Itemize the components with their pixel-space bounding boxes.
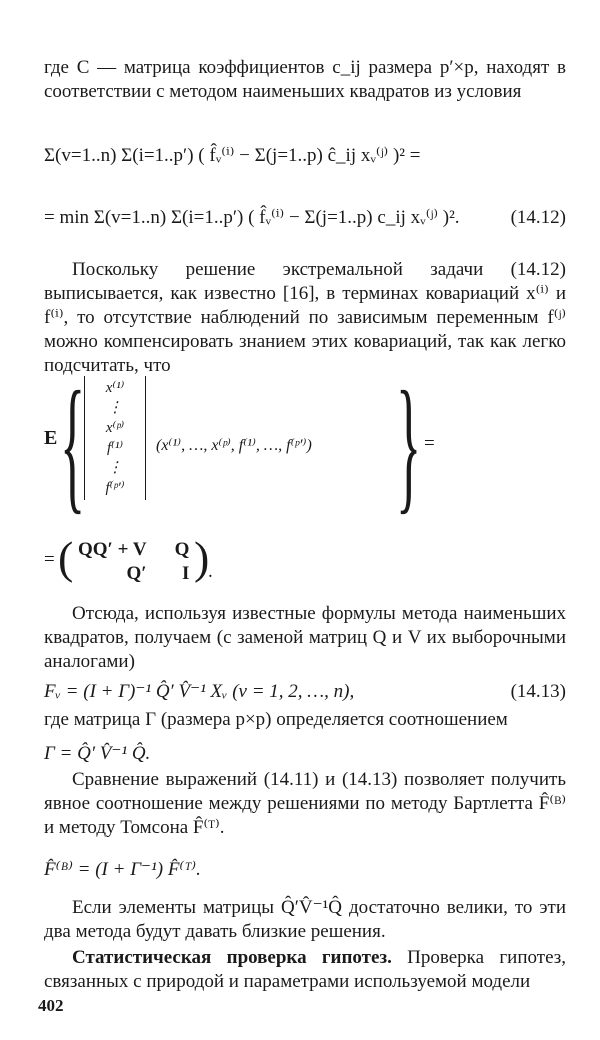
- vector-entry-xp: x⁽ᵖ⁾: [105, 420, 125, 436]
- equation-bartlett-thomson-text: F̂⁽ᴮ⁾ = (I + Γ⁻¹) F̂⁽ᵀ⁾.: [44, 859, 201, 880]
- equation-bartlett-thomson: [44, 858, 566, 882]
- paragraph-covariance: Поскольку решение экстремальной задачи (14.12) выписывается, как известно [16], в терминах ковариаций x⁽ⁱ⁾ и f⁽ⁱ⁾, то отсутствие наблюдений по зависимым переменным f⁽ʲ⁾ можно компенсировать знанием этих ковариаций, так как легко подсчитать, что: [44, 259, 566, 376]
- matrix-cell-21: Q′: [126, 563, 147, 584]
- matrix-cell-12: Q: [174, 539, 190, 560]
- paragraph-comparison: Сравнение выражений (14.11) и (14.13) позволяет получить явное соотношение между решениями по методу Бартлетта F̂⁽ᴮ⁾ и методу Томсона F̂⁽ᵀ⁾.: [44, 769, 566, 838]
- vector-entry-f1: f⁽¹⁾: [106, 440, 124, 456]
- page-number: 402: [38, 996, 64, 1015]
- matrix-cell-11: QQ′ + V: [78, 539, 147, 560]
- matrix-cell-22: I: [181, 563, 190, 584]
- equation-expectation: [44, 361, 566, 527]
- paragraph-hypothesis: [44, 946, 566, 994]
- vector-entry-dots1: ⋮: [107, 400, 123, 416]
- equals-sign: =: [424, 433, 435, 454]
- section-heading-hypothesis: Статистическая проверка гипотез.: [72, 947, 392, 968]
- equals-sign-2: =: [44, 549, 55, 570]
- equation-14-13-text: Fᵥ = (I + Γ)⁻¹ Q̂′ V̂⁻¹ Xᵥ (v = 1, 2, …, n),: [44, 681, 355, 702]
- right-paren: ): [194, 532, 210, 583]
- block-matrix: [78, 538, 189, 586]
- left-brace: {: [60, 361, 86, 527]
- period: .: [208, 561, 213, 582]
- equation-number-14-12: (14.12): [510, 207, 566, 228]
- equation-gamma: [44, 742, 566, 766]
- equation-14-12-line2: [44, 206, 566, 230]
- equation-14-12-text2: = min Σ(v=1..n) Σ(i=1..p′) ( f̂ᵥ⁽ⁱ⁾ − Σ(j=1..p) c_ij xᵥ⁽ʲ⁾ )².: [44, 207, 460, 228]
- equation-14-12-line1: [44, 144, 566, 168]
- equation-14-12-text1: Σ(v=1..n) Σ(i=1..p′) ( f̂ᵥ⁽ⁱ⁾ − Σ(j=1..p) ĉ_ij xᵥ⁽ʲ⁾ )² =: [44, 145, 421, 166]
- vector-entry-fp: f⁽ᵖ′⁾: [105, 480, 125, 496]
- expectation-symbol: E: [44, 427, 58, 449]
- paragraph-large-elements: Если элементы матрицы Q̂′V̂⁻¹Q̂ достаточно велики, то эти два метода будут давать близкие решения.: [44, 897, 566, 942]
- paragraph-least-squares: Отсюда, используя известные формулы метода наименьших квадратов, получаем (с заменой матриц Q и V их выборочными аналогами): [44, 603, 566, 672]
- paragraph-hypothesis-text: Проверка гипотез, связанных с природой и параметрами используемой модели: [44, 947, 566, 992]
- vector-entry-x1: x⁽¹⁾: [105, 380, 125, 396]
- equation-gamma-text: Γ = Q̂′ V̂⁻¹ Q̂.: [44, 743, 151, 764]
- paragraph-intro: где C — матрица коэффициентов c_ij размера p′×p, находят в соответствии с методом наименьших квадратов из условия: [44, 57, 566, 102]
- column-vector: [84, 376, 146, 500]
- equation-block-matrix: [44, 534, 566, 590]
- row-vector: (x⁽¹⁾, …, x⁽ᵖ⁾, f⁽¹⁾, …, f⁽ᵖ′⁾): [156, 437, 312, 454]
- paragraph-gamma-def: где матрица Γ (размера p×p) определяется соотношением: [44, 709, 508, 730]
- equation-14-13: [44, 680, 566, 704]
- vector-entry-dots2: ⋮: [107, 460, 123, 476]
- right-brace: }: [396, 361, 422, 527]
- equation-number-14-13: (14.13): [510, 681, 566, 702]
- left-paren: (: [58, 532, 74, 583]
